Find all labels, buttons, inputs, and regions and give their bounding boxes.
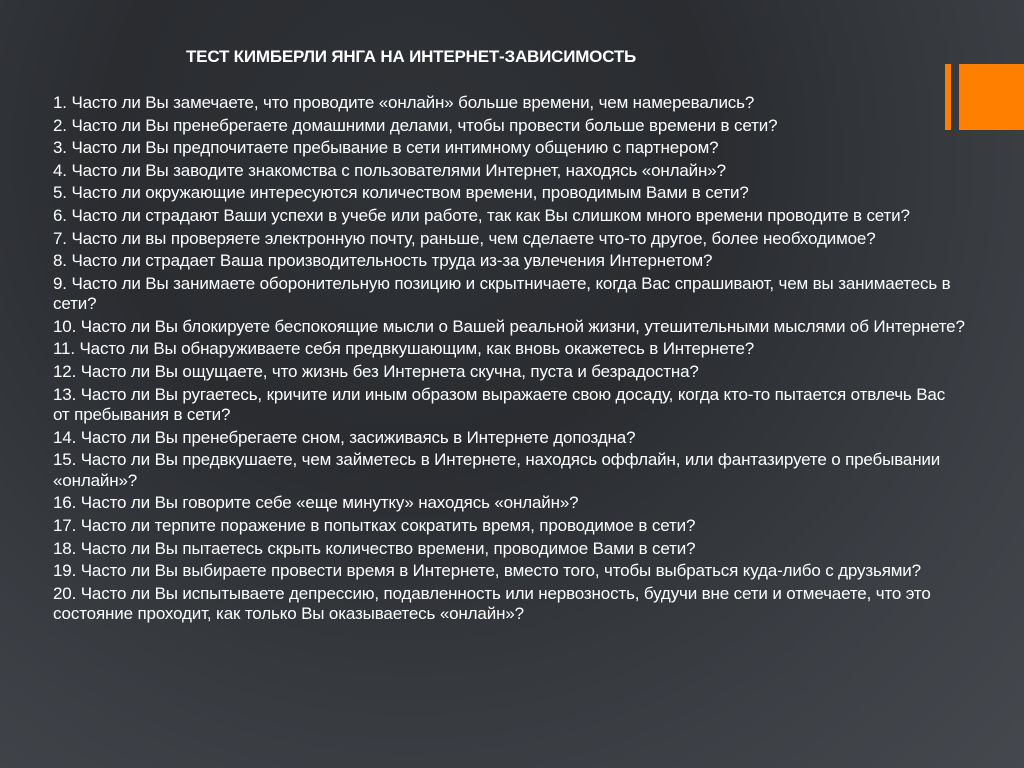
question-item: 8. Часто ли страдает Ваша производительность труда из-за увлечения Интернетом? [53,251,713,271]
question-item: 6. Часто ли страдают Ваши успехи в учебе или работе, так как Вы слишком много времени проводите в сети? [53,205,910,225]
question-item: 14. Часто ли Вы пренебрегаете сном, засиживаясь в Интернете допоздна? [53,427,636,447]
question-item: 16. Часто ли Вы говорите себе «еще минутку» находясь «онлайн»? [53,493,579,513]
question-item: 7. Часто ли вы проверяете электронную почту, раньше, чем сделаете что-то другое, более необходимое? [53,228,876,248]
question-item: 19. Часто ли Вы выбираете провести время в Интернете, вместо того, чтобы выбраться куда-либо с друзьями? [53,561,921,581]
question-item: 2. Часто ли Вы пренебрегаете домашними делами, чтобы провести больше времени в сети? [53,115,778,135]
question-item: 12. Часто ли Вы ощущаете, что жизнь без Интернета скучна, пуста и безрадостна? [53,362,699,382]
question-list [53,93,965,627]
question-item: 20. Часто ли Вы испытываете депрессию, подавленность или нервозность, будучи вне сети и отмечаете, что это состояние проходит, как только Вы оказываетесь «онлайн»? [53,583,931,624]
question-item: 5. Часто ли окружающие интересуются количеством времени, проводимым Вами в сети? [53,183,749,203]
accent-bar-thick [959,64,1024,130]
slide-title: ТЕСТ КИМБЕРЛИ ЯНГА НА ИНТЕРНЕТ-ЗАВИСИМОСТЬ [186,47,637,66]
question-item: 13. Часто ли Вы ругаетесь, кричите или иным образом выражаете свою досаду, когда кто-то пытается отвлечь Вас от пребывания в сети? [53,384,946,425]
question-item: 10. Часто ли Вы блокируете беспокоящие мысли о Вашей реальной жизни, утешительными мыслями об Интернете? [53,316,965,336]
question-item: 11. Часто ли Вы обнаруживаете себя предвкушающим, как вновь окажетесь в Интернете? [53,339,755,359]
question-item: 15. Часто ли Вы предвкушаете, чем займетесь в Интернете, находясь оффлайн, или фантазируете о пребывании «онлайн»? [53,450,941,490]
question-item: 18. Часто ли Вы пытаетесь скрыть количество времени, проводимое Вами в сети? [53,538,696,558]
question-item: 17. Часто ли терпите поражение в попытках сократить время, проводимое в сети? [53,516,696,535]
question-item: 3. Часто ли Вы предпочитаете пребывание в сети интимному общению с партнером? [53,138,719,158]
question-item: 1. Часто ли Вы замечаете, что проводите «онлайн» больше времени, чем намеревались? [53,93,755,112]
question-item: 4. Часто ли Вы заводите знакомства с пользователями Интернет, находясь «онлайн»? [53,160,726,180]
question-item: 9. Часто ли Вы занимаете оборонительную позицию и скрытничаете, когда Вас спрашивают, чем вы занимаетесь в сети? [53,273,951,314]
